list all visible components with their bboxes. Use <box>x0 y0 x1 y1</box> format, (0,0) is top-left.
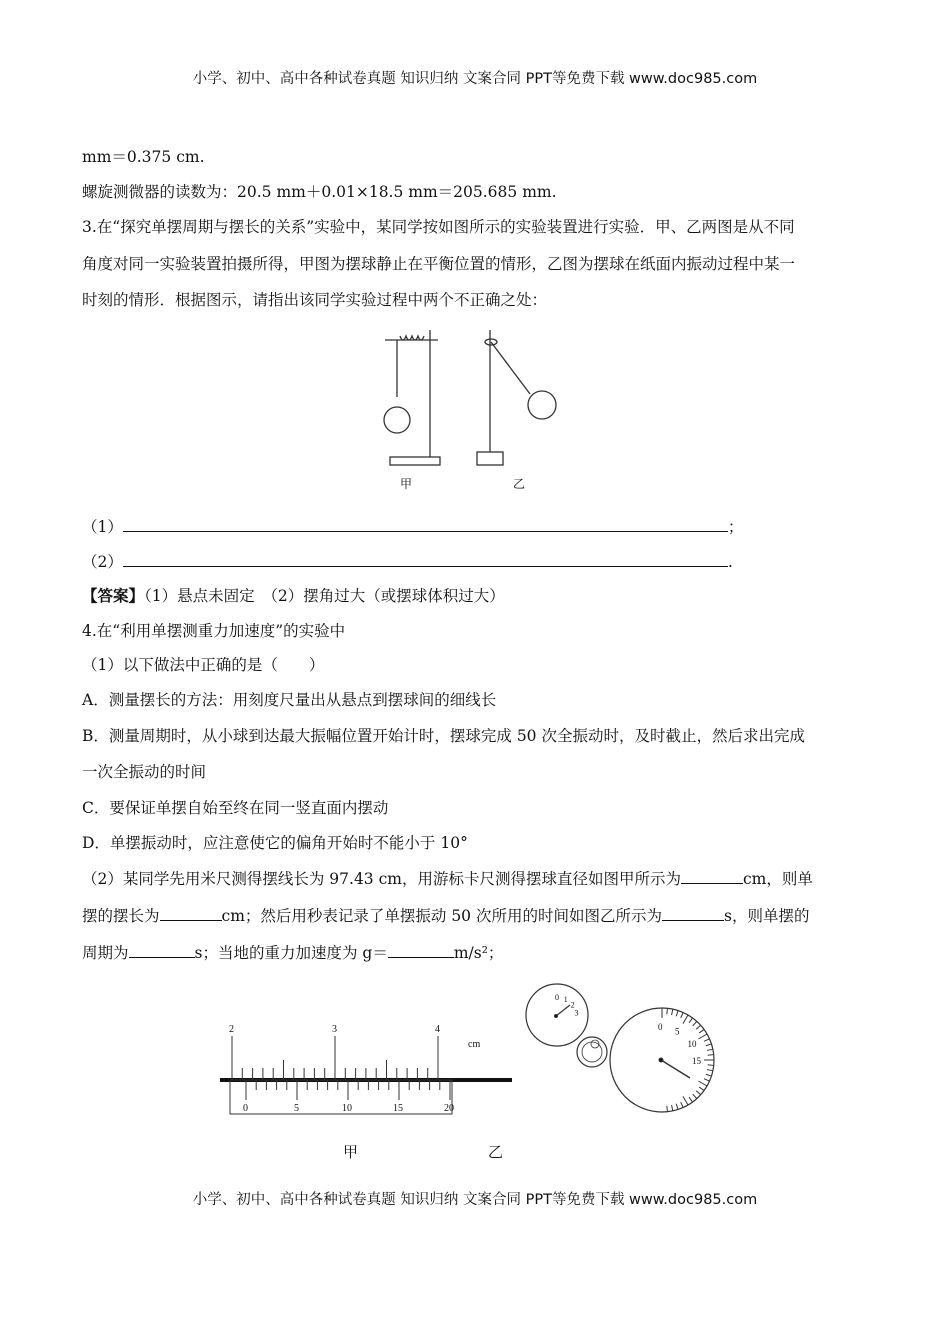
dial-tick <box>699 1029 704 1033</box>
vernier-label: 10 <box>342 1103 352 1114</box>
text: s；当地的重力加速度为 g＝ <box>194 944 388 962</box>
question-3-text: 时刻的情形．根据图示，请指出该同学实验过程中两个不正确之处： <box>82 291 548 309</box>
blank[interactable] <box>129 943 195 958</box>
small-dial-label: 3 <box>574 1008 579 1018</box>
text: 周期为 <box>82 944 129 962</box>
stopwatch <box>526 984 714 1112</box>
dial-tick <box>708 1055 714 1056</box>
unit-label: cm <box>468 1039 481 1050</box>
option-c: C．要保证单摆自始至终在同一竖直面内摆动 <box>82 799 389 817</box>
caliper-stopwatch-figure <box>210 980 730 1165</box>
dial-tick <box>698 1081 707 1086</box>
option-a: A．测量摆长的方法：用刻度尺量出从悬点到摆球间的细线长 <box>82 691 497 709</box>
question-4-part2 <box>82 867 813 889</box>
dial-tick <box>699 1087 704 1091</box>
answer-text: （1）悬点未固定 （2）摆角过大（或摆球体积过大） <box>144 587 505 605</box>
dial-tick <box>696 1025 700 1029</box>
blank[interactable] <box>662 906 724 921</box>
pendulum-setup-b <box>477 330 556 491</box>
figure-label-a: 甲 <box>343 1145 359 1161</box>
blank-end: . <box>727 553 733 571</box>
question-4-part1: （1）以下做法中正确的是（ ） <box>82 656 325 674</box>
question-4-part2 <box>82 904 809 926</box>
vernier-label: 5 <box>294 1103 299 1114</box>
dial-tick <box>681 1102 683 1107</box>
dial-tick <box>667 1008 668 1014</box>
text: m/s²； <box>453 944 504 962</box>
pendulum-figure <box>370 322 590 497</box>
vernier-label: 15 <box>393 1103 403 1114</box>
text-line: mm＝0.375 cm. <box>82 148 205 166</box>
dial-tick <box>676 1104 678 1110</box>
dial-tick <box>681 1012 683 1017</box>
vernier-label: 20 <box>444 1103 454 1114</box>
dial-tick <box>676 1011 678 1017</box>
dial-tick <box>683 1096 688 1105</box>
main-scale-label: 2 <box>229 1024 234 1035</box>
option-d: D．单摆振动时，应注意使它的偏角开始时不能小于 10° <box>82 834 468 852</box>
figure-label-a: 甲 <box>400 477 413 491</box>
question-4-part2 <box>82 941 503 963</box>
text: （2）某同学先用米尺测得摆线长为 97.43 cm，用游标卡尺测得摆球直径如图甲所示为 <box>82 870 681 888</box>
dial-tick <box>693 1094 697 1098</box>
big-dial-label: 5 <box>675 1026 680 1037</box>
blank[interactable] <box>160 906 222 921</box>
dial-tick <box>704 1039 709 1041</box>
question-4-title: 4.在“利用单摆测重力加速度”的实验中 <box>82 622 346 640</box>
dial-tick <box>708 1065 714 1066</box>
dial-tick <box>667 1106 668 1112</box>
main-scale-label: 3 <box>332 1024 337 1035</box>
small-dial-label: 1 <box>563 994 568 1004</box>
dial-tick <box>707 1049 713 1050</box>
option-b-cont: 一次全振动的时间 <box>82 763 207 781</box>
dial-tick <box>707 1070 713 1071</box>
dial-tick <box>706 1044 712 1046</box>
text: cm，则单 <box>742 870 813 888</box>
vernier-caliper <box>220 1024 512 1114</box>
question-3-text: 3.在“探究单摆周期与摆长的关系”实验中，某同学按如图所示的实验装置进行实验．甲、乙两图是从不同 <box>82 218 795 236</box>
blank-end: ； <box>727 518 744 536</box>
dial-tick <box>672 1009 673 1015</box>
big-dial-label: 0 <box>658 1022 663 1032</box>
text: s，则单摆的 <box>723 907 810 925</box>
page-footer: 小学、初中、高中各种试卷真题 知识归纳 文案合同 PPT等免费下载 www.doc985.com <box>192 1192 758 1208</box>
dial-tick <box>689 1018 693 1023</box>
dial-tick <box>672 1105 673 1111</box>
dial-tick <box>706 1074 712 1076</box>
figure-label-b: 乙 <box>513 477 526 491</box>
fill-blank-1[interactable] <box>82 515 743 537</box>
answer-line <box>82 584 505 606</box>
text: 摆的摆长为 <box>82 907 160 925</box>
small-dial-label: 2 <box>570 1000 575 1010</box>
dial-tick <box>689 1097 693 1102</box>
big-dial-label: 15 <box>692 1056 701 1066</box>
dial-tick <box>704 1079 709 1081</box>
vernier-label: 0 <box>243 1103 248 1114</box>
dial-tick <box>693 1021 697 1025</box>
blank[interactable] <box>388 943 454 958</box>
question-3-text: 角度对同一实验装置拍摄所得，甲图为摆球静止在平衡位置的情形，乙图为摆球在纸面内振动过程中某一 <box>82 255 796 273</box>
blank[interactable] <box>681 869 743 884</box>
blank-label: （2） <box>82 553 123 571</box>
blank-label: （1） <box>82 518 123 536</box>
fill-blank-2[interactable] <box>82 550 733 572</box>
pendulum-setup-a <box>384 330 440 491</box>
dial-tick <box>696 1091 700 1095</box>
text-line: 螺旋测微器的读数为：20.5 mm＋0.01×18.5 mm＝205.685 mm. <box>82 183 557 201</box>
main-scale-label: 4 <box>435 1024 440 1035</box>
big-dial-label: 10 <box>687 1039 697 1049</box>
dial-tick <box>698 1034 707 1039</box>
small-dial-label: 0 <box>555 993 559 1002</box>
option-b: B．测量周期时，从小球到达最大振幅位置开始计时，摆球完成 50 次全振动时，及时截止，然后求出完成 <box>82 727 805 745</box>
text: cm；然后用秒表记录了单摆振动 50 次所用的时间如图乙所示为 <box>221 907 662 925</box>
page-header: 小学、初中、高中各种试卷真题 知识归纳 文案合同 PPT等免费下载 www.doc985.com <box>192 71 758 87</box>
dial-tick <box>683 1015 688 1024</box>
answer-tag: 【答案】 <box>82 586 145 605</box>
figure-label-b: 乙 <box>488 1145 504 1161</box>
